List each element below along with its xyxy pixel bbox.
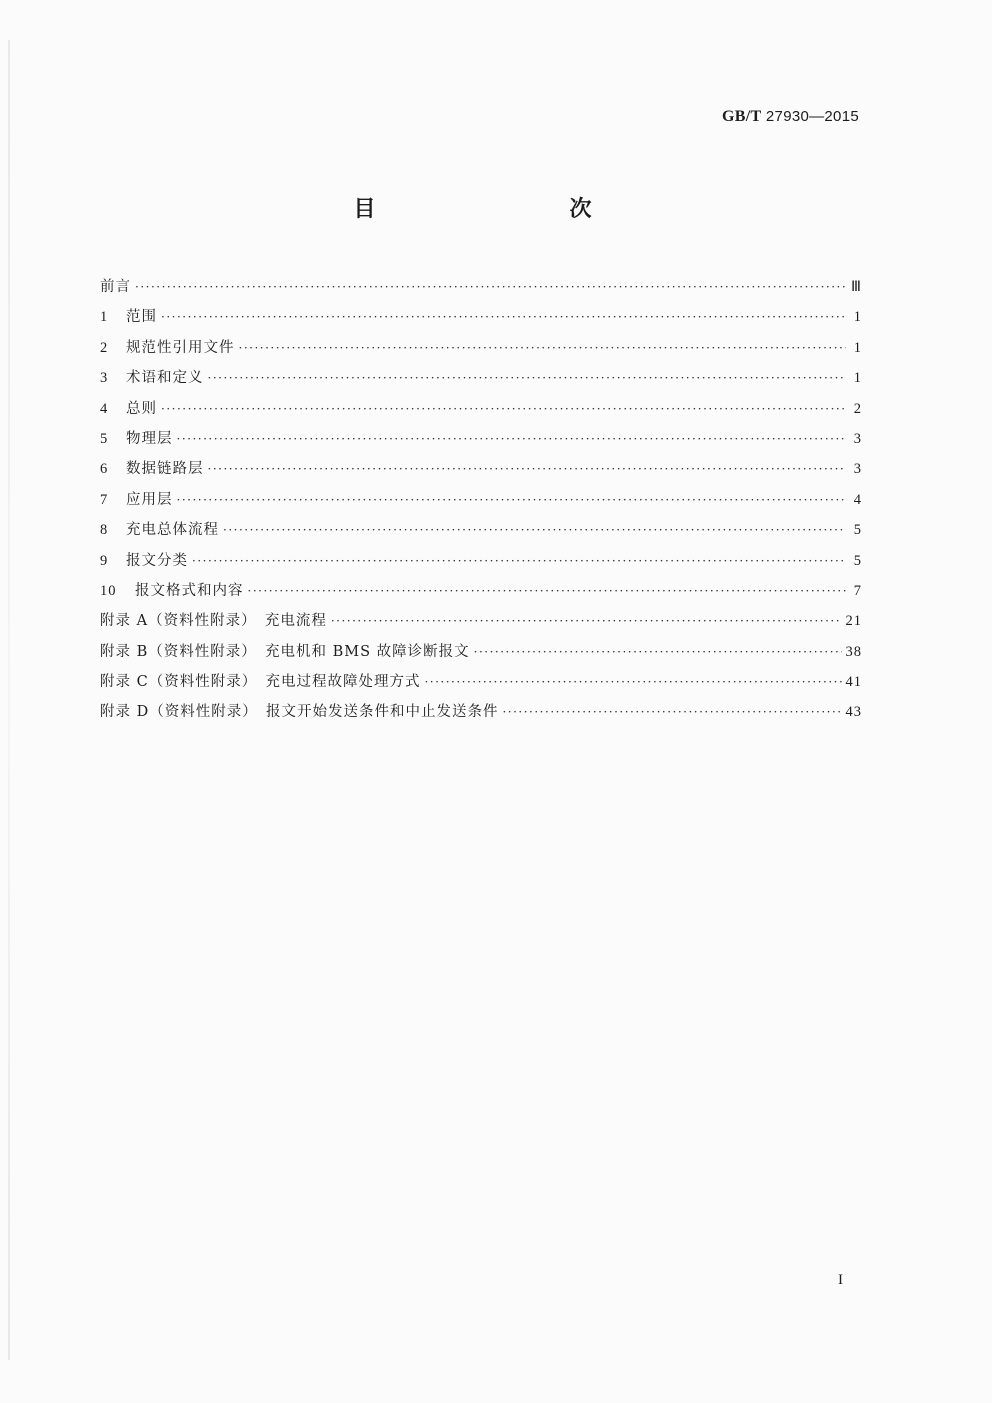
toc-page: 2 (853, 400, 862, 417)
toc-entry-3[interactable] (100, 366, 862, 396)
toc-entry-10[interactable] (100, 579, 862, 609)
standard-code (722, 108, 859, 126)
toc-page: 3 (853, 430, 862, 447)
toc-label: 规范性引用文件 (126, 339, 235, 356)
standard-number: 27930—2015 (765, 108, 859, 125)
toc-leader-dots (424, 675, 841, 689)
toc-leader-dots (239, 341, 847, 355)
toc-number: 3 (100, 370, 109, 387)
toc-leader-dots (331, 614, 842, 628)
toc-label: 总则 (126, 400, 157, 417)
toc-entry-9[interactable] (100, 549, 862, 579)
toc-entry-appendix-b[interactable] (100, 640, 862, 670)
toc-label: 术语和定义 (126, 370, 204, 387)
page-number: I (838, 1272, 843, 1288)
toc-leader-dots (208, 371, 847, 385)
toc-leader-dots (177, 493, 847, 507)
toc-label: 报文分类 (126, 552, 188, 569)
toc-entry-2[interactable] (100, 336, 862, 366)
toc-entry-appendix-d[interactable] (100, 700, 862, 730)
toc-label: 附录 A（资料性附录） 充电流程 (100, 613, 327, 630)
standard-prefix: GB/T (722, 108, 762, 125)
toc-number: 1 (100, 309, 109, 326)
toc-label: 充电总体流程 (126, 522, 219, 539)
toc-leader-dots (161, 310, 846, 324)
toc-page: 3 (853, 461, 862, 478)
toc-page: 41 (845, 674, 862, 691)
toc-page: 1 (853, 309, 862, 326)
toc-label: 数据链路层 (126, 461, 204, 478)
toc-label: 附录 C（资料性附录） 充电过程故障处理方式 (100, 674, 421, 691)
toc-label: 报文格式和内容 (135, 582, 244, 599)
page-title: 目 次 (353, 197, 642, 222)
toc-label: 应用层 (126, 491, 173, 508)
toc-number: 5 (100, 430, 109, 447)
toc-label: 附录 B（资料性附录） 充电机和 BMS 故障诊断报文 (100, 643, 470, 660)
toc-label: 附录 D（资料性附录） 报文开始发送条件和中止发送条件 (100, 704, 499, 721)
toc-entry-8[interactable] (100, 518, 862, 548)
toc-entry-6[interactable] (100, 457, 862, 487)
toc-page: Ⅲ (851, 279, 862, 295)
toc-entry-appendix-a[interactable] (100, 609, 862, 639)
toc-leader-dots (161, 402, 846, 416)
toc-number: 10 (100, 582, 117, 599)
toc-leader-dots (192, 554, 846, 568)
toc-number: 9 (100, 552, 109, 569)
toc-number: 6 (100, 461, 109, 478)
toc-number: 2 (100, 339, 109, 356)
toc-label: 前言 (100, 279, 131, 295)
toc-page: 1 (853, 370, 862, 387)
toc-leader-dots (223, 523, 846, 537)
toc-leader-dots (208, 462, 847, 476)
toc-entry-appendix-c[interactable] (100, 670, 862, 700)
toc-page: 7 (853, 582, 862, 599)
toc-leader-dots (177, 432, 847, 446)
toc-number: 7 (100, 491, 109, 508)
toc-entry-1[interactable] (100, 305, 862, 335)
toc-number: 8 (100, 522, 109, 539)
toc-entry-5[interactable] (100, 427, 862, 457)
toc-entry-4[interactable] (100, 397, 862, 427)
toc-page: 43 (845, 704, 862, 721)
toc-entry-7[interactable] (100, 488, 862, 518)
toc-leader-dots (502, 705, 841, 719)
toc-leader-dots (135, 280, 846, 294)
toc-leader-dots (248, 584, 847, 598)
toc-page: 5 (853, 552, 862, 569)
toc-number: 4 (100, 400, 109, 417)
toc-page: 38 (845, 643, 862, 660)
scan-edge-shadow (8, 40, 10, 1360)
toc-page: 5 (853, 522, 862, 539)
toc-label: 范围 (126, 309, 157, 326)
toc-page: 21 (845, 613, 862, 630)
toc-label: 物理层 (126, 430, 173, 447)
toc-page: 4 (853, 491, 862, 508)
toc-leader-dots (474, 645, 842, 659)
table-of-contents (100, 275, 862, 731)
toc-page: 1 (853, 339, 862, 356)
toc-entry-foreword[interactable] (100, 275, 862, 305)
